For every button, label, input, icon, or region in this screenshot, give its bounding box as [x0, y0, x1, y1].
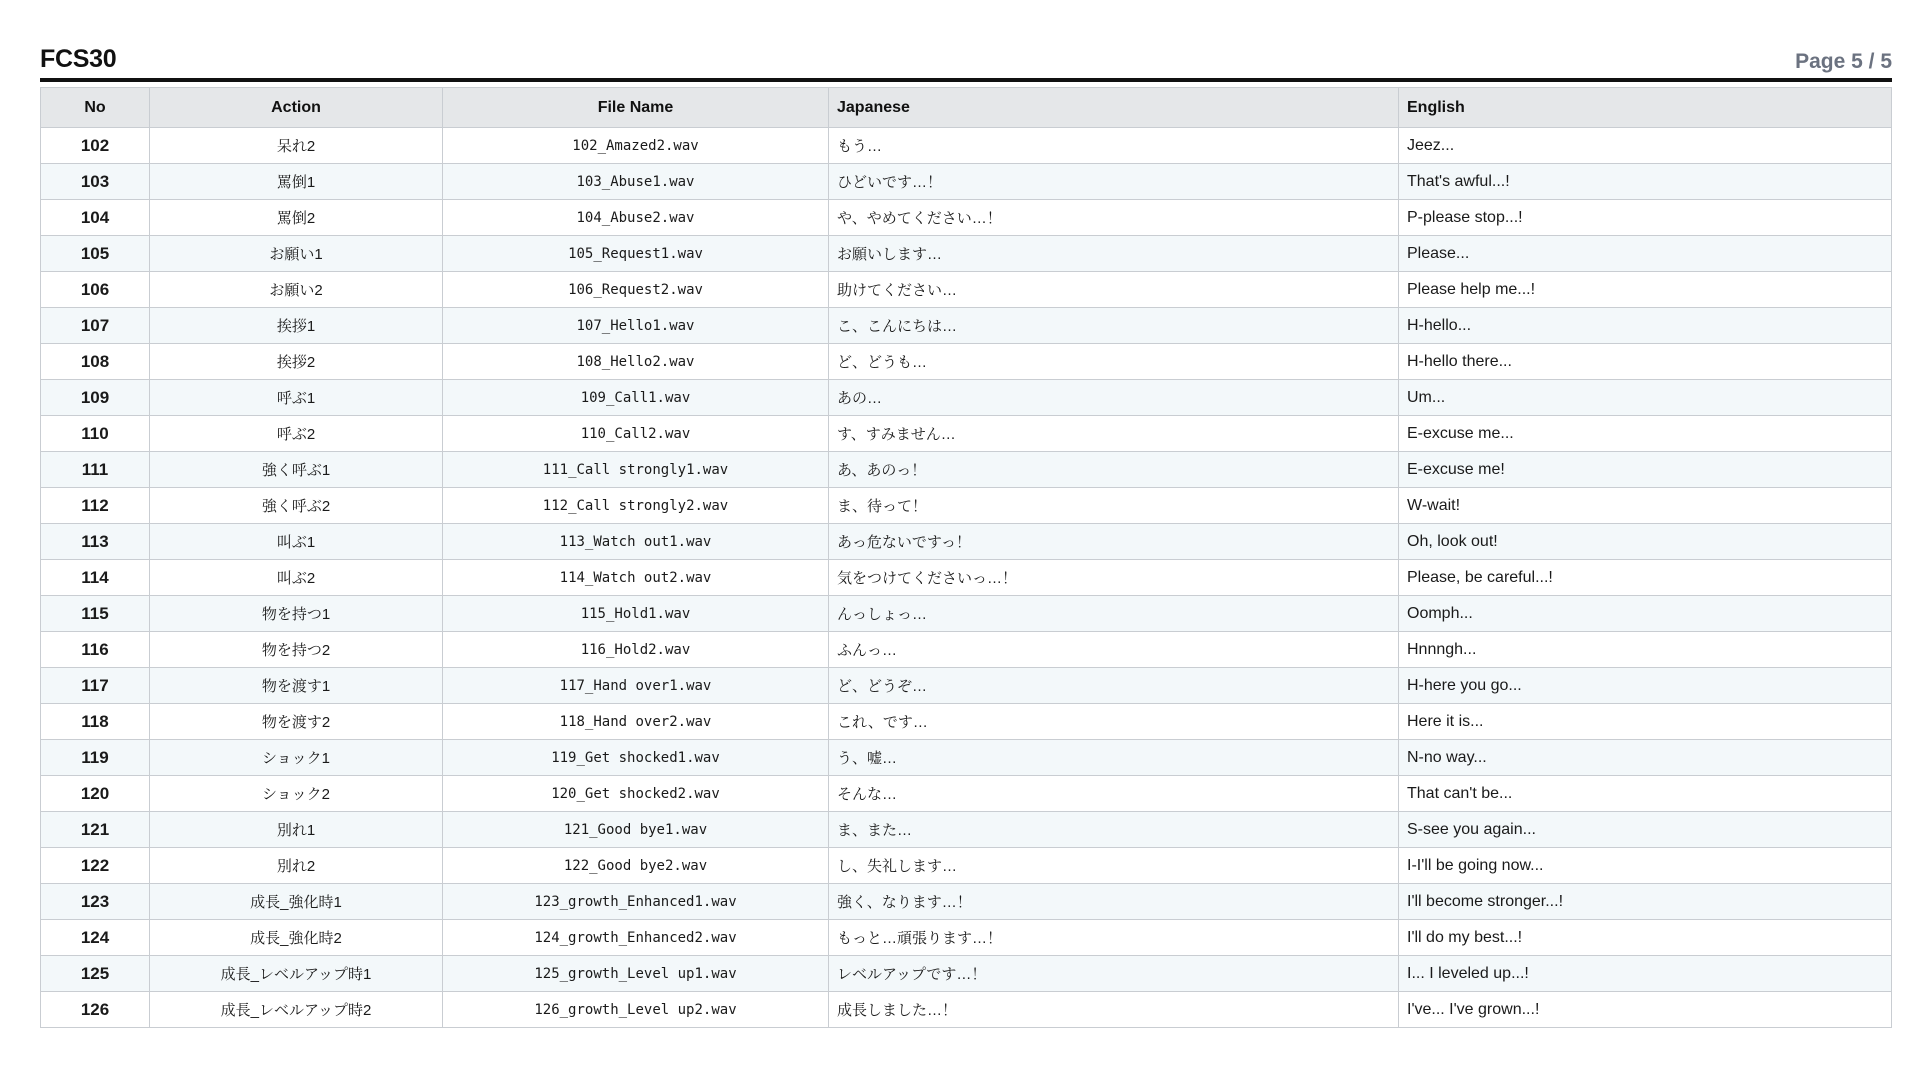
cell-japanese: し、失礼します…	[829, 848, 1399, 884]
cell-action: 成長_強化時1	[150, 884, 443, 920]
cell-no: 106	[41, 272, 150, 308]
cell-no: 126	[41, 992, 150, 1028]
table-row	[41, 560, 1892, 596]
cell-no: 121	[41, 812, 150, 848]
cell-action: 物を渡す1	[150, 668, 443, 704]
cell-no: 103	[41, 164, 150, 200]
cell-japanese: お願いします…	[829, 236, 1399, 272]
cell-no: 115	[41, 596, 150, 632]
table-row	[41, 128, 1892, 164]
cell-japanese: 成長しました…！	[829, 992, 1399, 1028]
cell-action: 成長_レベルアップ時1	[150, 956, 443, 992]
cell-file-name: 104_Abuse2.wav	[443, 200, 829, 236]
cell-english: Here it is...	[1399, 704, 1892, 740]
cell-japanese: す、すみません…	[829, 416, 1399, 452]
cell-no: 114	[41, 560, 150, 596]
cell-no: 120	[41, 776, 150, 812]
column-header-japanese: Japanese	[829, 88, 1399, 128]
cell-no: 104	[41, 200, 150, 236]
cell-file-name: 116_Hold2.wav	[443, 632, 829, 668]
cell-action: お願い2	[150, 272, 443, 308]
cell-english: E-excuse me!	[1399, 452, 1892, 488]
cell-action: お願い1	[150, 236, 443, 272]
cell-english: I've... I've grown...!	[1399, 992, 1892, 1028]
table-row	[41, 704, 1892, 740]
cell-english: P-please stop...!	[1399, 200, 1892, 236]
cell-action: 別れ2	[150, 848, 443, 884]
cell-japanese: こ、こんにちは…	[829, 308, 1399, 344]
table-body	[41, 128, 1892, 1028]
voice-line-table	[40, 87, 1892, 1028]
cell-action: ショック1	[150, 740, 443, 776]
cell-english: W-wait!	[1399, 488, 1892, 524]
cell-action: 物を渡す2	[150, 704, 443, 740]
cell-english: That's awful...!	[1399, 164, 1892, 200]
cell-file-name: 126_growth_Level up2.wav	[443, 992, 829, 1028]
cell-file-name: 123_growth_Enhanced1.wav	[443, 884, 829, 920]
cell-no: 124	[41, 920, 150, 956]
table-row	[41, 632, 1892, 668]
cell-no: 118	[41, 704, 150, 740]
cell-action: 叫ぶ1	[150, 524, 443, 560]
table-row	[41, 524, 1892, 560]
cell-english: Hnnngh...	[1399, 632, 1892, 668]
cell-no: 110	[41, 416, 150, 452]
cell-japanese: う、嘘…	[829, 740, 1399, 776]
cell-japanese: あの…	[829, 380, 1399, 416]
column-header-english: English	[1399, 88, 1892, 128]
table-row	[41, 416, 1892, 452]
cell-file-name: 121_Good bye1.wav	[443, 812, 829, 848]
cell-english: Jeez...	[1399, 128, 1892, 164]
cell-no: 105	[41, 236, 150, 272]
cell-no: 125	[41, 956, 150, 992]
table-row	[41, 308, 1892, 344]
cell-action: 罵倒1	[150, 164, 443, 200]
cell-file-name: 112_Call strongly2.wav	[443, 488, 829, 524]
cell-english: Um...	[1399, 380, 1892, 416]
table-row	[41, 740, 1892, 776]
table-row	[41, 956, 1892, 992]
table-row	[41, 920, 1892, 956]
cell-action: 挨拶1	[150, 308, 443, 344]
cell-english: H-hello there...	[1399, 344, 1892, 380]
cell-file-name: 115_Hold1.wav	[443, 596, 829, 632]
cell-file-name: 124_growth_Enhanced2.wav	[443, 920, 829, 956]
cell-file-name: 105_Request1.wav	[443, 236, 829, 272]
cell-japanese: ど、どうぞ…	[829, 668, 1399, 704]
column-header-action: Action	[150, 88, 443, 128]
cell-no: 117	[41, 668, 150, 704]
table-row	[41, 812, 1892, 848]
cell-japanese: ま、待って！	[829, 488, 1399, 524]
cell-japanese: ふんっ…	[829, 632, 1399, 668]
cell-no: 116	[41, 632, 150, 668]
cell-action: 挨拶2	[150, 344, 443, 380]
cell-english: S-see you again...	[1399, 812, 1892, 848]
cell-no: 108	[41, 344, 150, 380]
cell-japanese: もっと…頑張ります…！	[829, 920, 1399, 956]
cell-action: 呆れ2	[150, 128, 443, 164]
cell-no: 109	[41, 380, 150, 416]
cell-english: I'll do my best...!	[1399, 920, 1892, 956]
cell-file-name: 103_Abuse1.wav	[443, 164, 829, 200]
cell-japanese: ま、また…	[829, 812, 1399, 848]
column-header-no: No	[41, 88, 150, 128]
cell-japanese: レベルアップです…！	[829, 956, 1399, 992]
cell-no: 107	[41, 308, 150, 344]
table-row	[41, 200, 1892, 236]
cell-english: E-excuse me...	[1399, 416, 1892, 452]
cell-action: 成長_強化時2	[150, 920, 443, 956]
cell-japanese: ど、どうも…	[829, 344, 1399, 380]
table-row	[41, 380, 1892, 416]
cell-no: 123	[41, 884, 150, 920]
cell-action: 物を持つ2	[150, 632, 443, 668]
cell-japanese: そんな…	[829, 776, 1399, 812]
cell-english: Please, be careful...!	[1399, 560, 1892, 596]
cell-no: 102	[41, 128, 150, 164]
cell-japanese: 気をつけてくださいっ…！	[829, 560, 1399, 596]
cell-no: 113	[41, 524, 150, 560]
cell-action: ショック2	[150, 776, 443, 812]
cell-file-name: 106_Request2.wav	[443, 272, 829, 308]
cell-english: N-no way...	[1399, 740, 1892, 776]
cell-action: 成長_レベルアップ時2	[150, 992, 443, 1028]
cell-japanese: や、やめてください…！	[829, 200, 1399, 236]
cell-no: 112	[41, 488, 150, 524]
cell-file-name: 125_growth_Level up1.wav	[443, 956, 829, 992]
cell-japanese: あ、あのっ！	[829, 452, 1399, 488]
table-row	[41, 488, 1892, 524]
cell-file-name: 113_Watch out1.wav	[443, 524, 829, 560]
table-row	[41, 164, 1892, 200]
cell-file-name: 114_Watch out2.wav	[443, 560, 829, 596]
cell-english: I'll become stronger...!	[1399, 884, 1892, 920]
cell-file-name: 107_Hello1.wav	[443, 308, 829, 344]
document-page	[40, 38, 1892, 1028]
cell-action: 呼ぶ1	[150, 380, 443, 416]
cell-japanese: 助けてください…	[829, 272, 1399, 308]
cell-file-name: 110_Call2.wav	[443, 416, 829, 452]
table-row	[41, 992, 1892, 1028]
cell-file-name: 109_Call1.wav	[443, 380, 829, 416]
table-row	[41, 848, 1892, 884]
document-title: FCS30	[40, 45, 117, 73]
cell-japanese: これ、です…	[829, 704, 1399, 740]
table-row	[41, 776, 1892, 812]
cell-english: Oomph...	[1399, 596, 1892, 632]
table-row	[41, 596, 1892, 632]
cell-english: H-hello...	[1399, 308, 1892, 344]
cell-japanese: ひどいです…！	[829, 164, 1399, 200]
cell-file-name: 119_Get shocked1.wav	[443, 740, 829, 776]
page-indicator: Page 5 / 5	[1795, 50, 1892, 73]
table-row	[41, 884, 1892, 920]
page-header	[40, 38, 1892, 82]
cell-action: 強く呼ぶ2	[150, 488, 443, 524]
cell-english: I-I'll be going now...	[1399, 848, 1892, 884]
cell-action: 強く呼ぶ1	[150, 452, 443, 488]
cell-file-name: 122_Good bye2.wav	[443, 848, 829, 884]
cell-no: 111	[41, 452, 150, 488]
table-row	[41, 344, 1892, 380]
cell-file-name: 118_Hand over2.wav	[443, 704, 829, 740]
cell-japanese: んっしょっ…	[829, 596, 1399, 632]
cell-file-name: 108_Hello2.wav	[443, 344, 829, 380]
cell-file-name: 102_Amazed2.wav	[443, 128, 829, 164]
table-header-row	[41, 88, 1892, 128]
cell-japanese: 強く、なります…！	[829, 884, 1399, 920]
cell-action: 別れ1	[150, 812, 443, 848]
cell-action: 呼ぶ2	[150, 416, 443, 452]
cell-file-name: 120_Get shocked2.wav	[443, 776, 829, 812]
cell-file-name: 111_Call strongly1.wav	[443, 452, 829, 488]
table-row	[41, 452, 1892, 488]
table-row	[41, 236, 1892, 272]
cell-action: 罵倒2	[150, 200, 443, 236]
cell-japanese: もう…	[829, 128, 1399, 164]
cell-english: I... I leveled up...!	[1399, 956, 1892, 992]
cell-file-name: 117_Hand over1.wav	[443, 668, 829, 704]
cell-english: That can't be...	[1399, 776, 1892, 812]
cell-japanese: あっ危ないですっ！	[829, 524, 1399, 560]
cell-english: H-here you go...	[1399, 668, 1892, 704]
cell-english: Please...	[1399, 236, 1892, 272]
cell-english: Please help me...!	[1399, 272, 1892, 308]
table-row	[41, 272, 1892, 308]
cell-action: 叫ぶ2	[150, 560, 443, 596]
cell-english: Oh, look out!	[1399, 524, 1892, 560]
cell-no: 119	[41, 740, 150, 776]
cell-action: 物を持つ1	[150, 596, 443, 632]
cell-no: 122	[41, 848, 150, 884]
column-header-file-name: File Name	[443, 88, 829, 128]
table-row	[41, 668, 1892, 704]
